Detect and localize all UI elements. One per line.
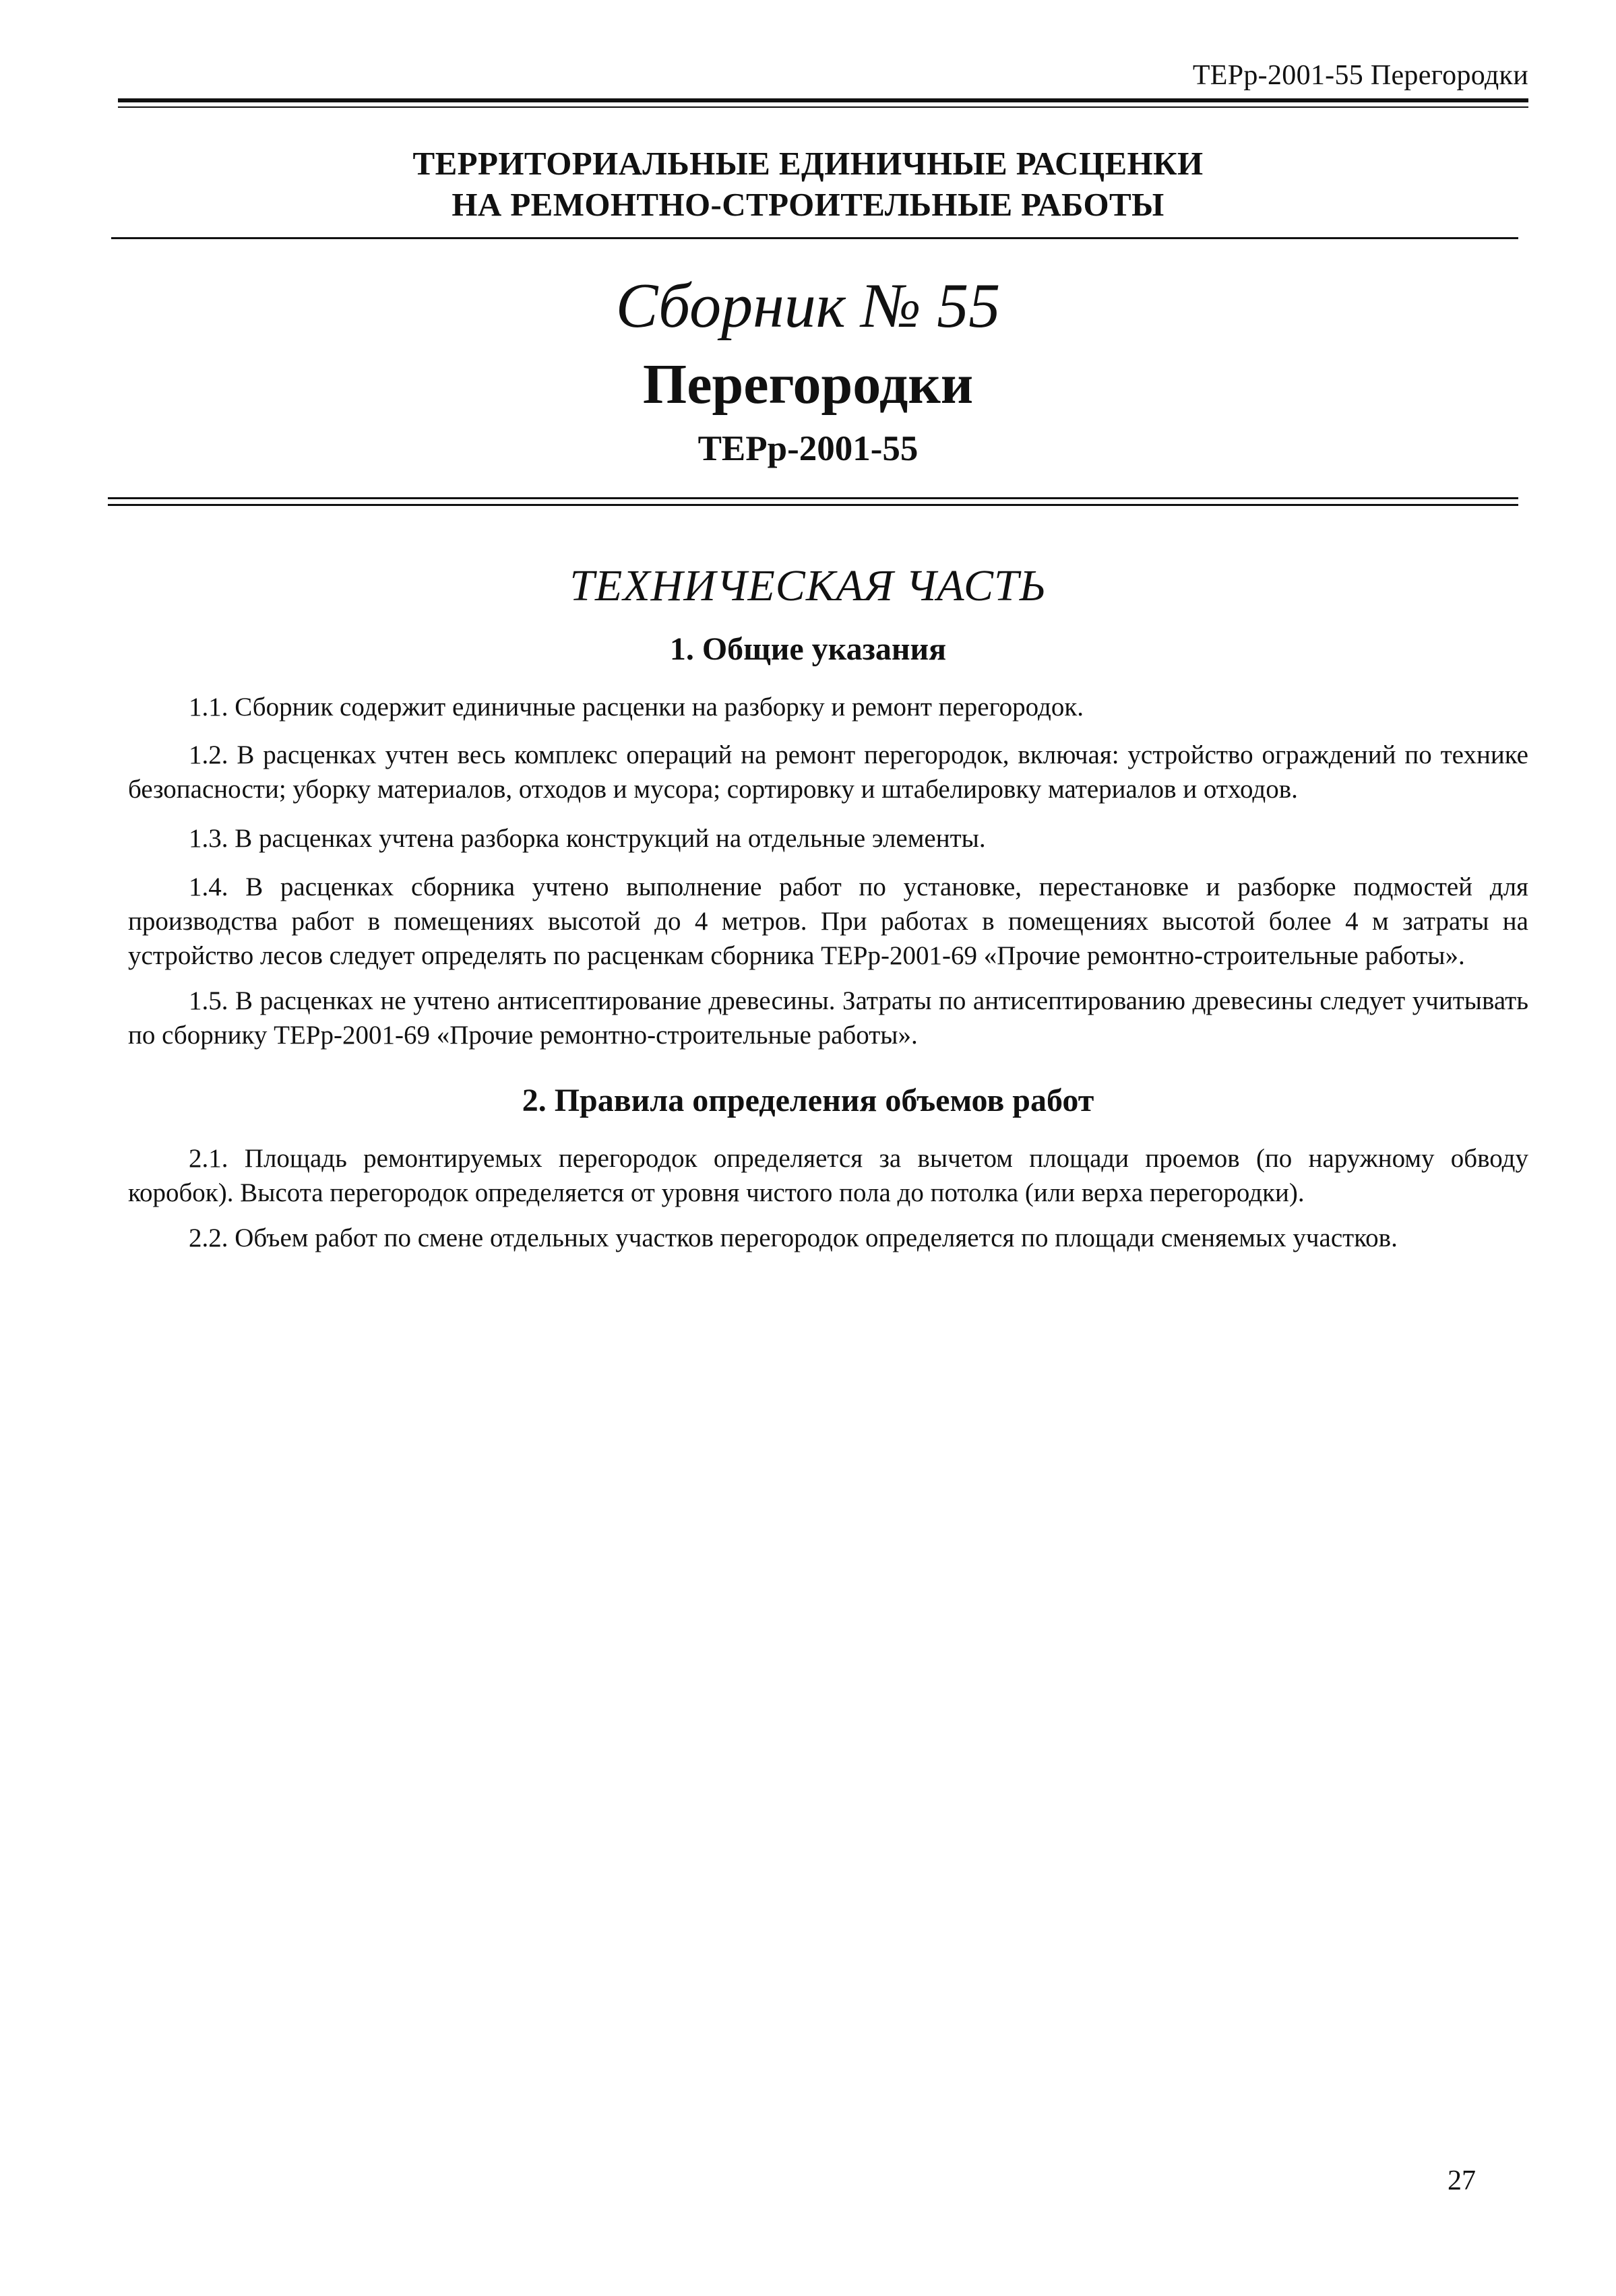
running-head: ТЕРр-2001-55 Перегородки: [1192, 60, 1528, 91]
section-1-title: 1. Общие указания: [669, 631, 947, 667]
heading-rule: [111, 237, 1518, 239]
paragraph-1-1: 1.1. Сборник содержит единичные расценки на разборку и ремонт перегородок.: [189, 693, 1084, 722]
heading-line-2: НА РЕМОНТНО-СТРОИТЕЛЬНЫЕ РАБОТЫ: [452, 186, 1164, 223]
collection-subject: Перегородки: [642, 353, 974, 416]
technical-part-title: ТЕХНИЧЕСКАЯ ЧАСТЬ: [569, 561, 1047, 610]
title-rule-bottom: [108, 504, 1518, 506]
paragraph-1-3: 1.3. В расценках учтена разборка конструкций на отдельные элементы.: [189, 824, 986, 853]
paragraph-2-1: 2.1. Площадь ремонтируемых перегородок определяется за вычетом площади проемов (по наружному обводу коробок). Высота перегородок определяется от уровня чистого пола до потолка (или верха перегородки).: [128, 1144, 1528, 1207]
paragraph-2-2: 2.2. Объем работ по смене отдельных участков перегородок определяется по площади сменяемых участков.: [189, 1223, 1398, 1252]
document-heading: [0, 143, 1616, 225]
page-number: 27: [1448, 2165, 1476, 2196]
heading-line-1: ТЕРРИТОРИАЛЬНЫЕ ЕДИНИЧНЫЕ РАСЦЕНКИ: [412, 145, 1204, 182]
paragraph-1-2: 1.2. В расценках учтен весь комплекс операций на ремонт перегородок, включая: устройство ограждений по технике безопасности; уборку материалов, отходов и мусора; сортировку и штабелировку материалов и отходов.: [128, 740, 1528, 804]
paragraph-1-4: 1.4. В расценках сборника учтено выполнение работ по установке, перестановке и разборке подмостей для производства работ в помещениях высотой до 4 метров. При работах в помещениях высотой более 4 м затраты на устройство лесов следует определять по расценкам сборника ТЕРр-2001-69 «Прочие ремонтно-строительные работы».: [128, 872, 1528, 970]
collection-code: ТЕРр-2001-55: [697, 429, 919, 468]
header-rule-thick: [118, 98, 1528, 102]
title-rule-top: [108, 497, 1518, 499]
section-2-title: 2. Правила определения объемов работ: [522, 1083, 1094, 1118]
paragraph-1-5: 1.5. В расценках не учтено антисептирование древесины. Затраты по антисептированию древесины следует учитывать по сборнику ТЕРр-2001-69 «Прочие ремонтно-строительные работы».: [128, 986, 1528, 1050]
collection-number: Сборник № 55: [615, 271, 1001, 341]
header-rule-thin: [118, 106, 1528, 108]
